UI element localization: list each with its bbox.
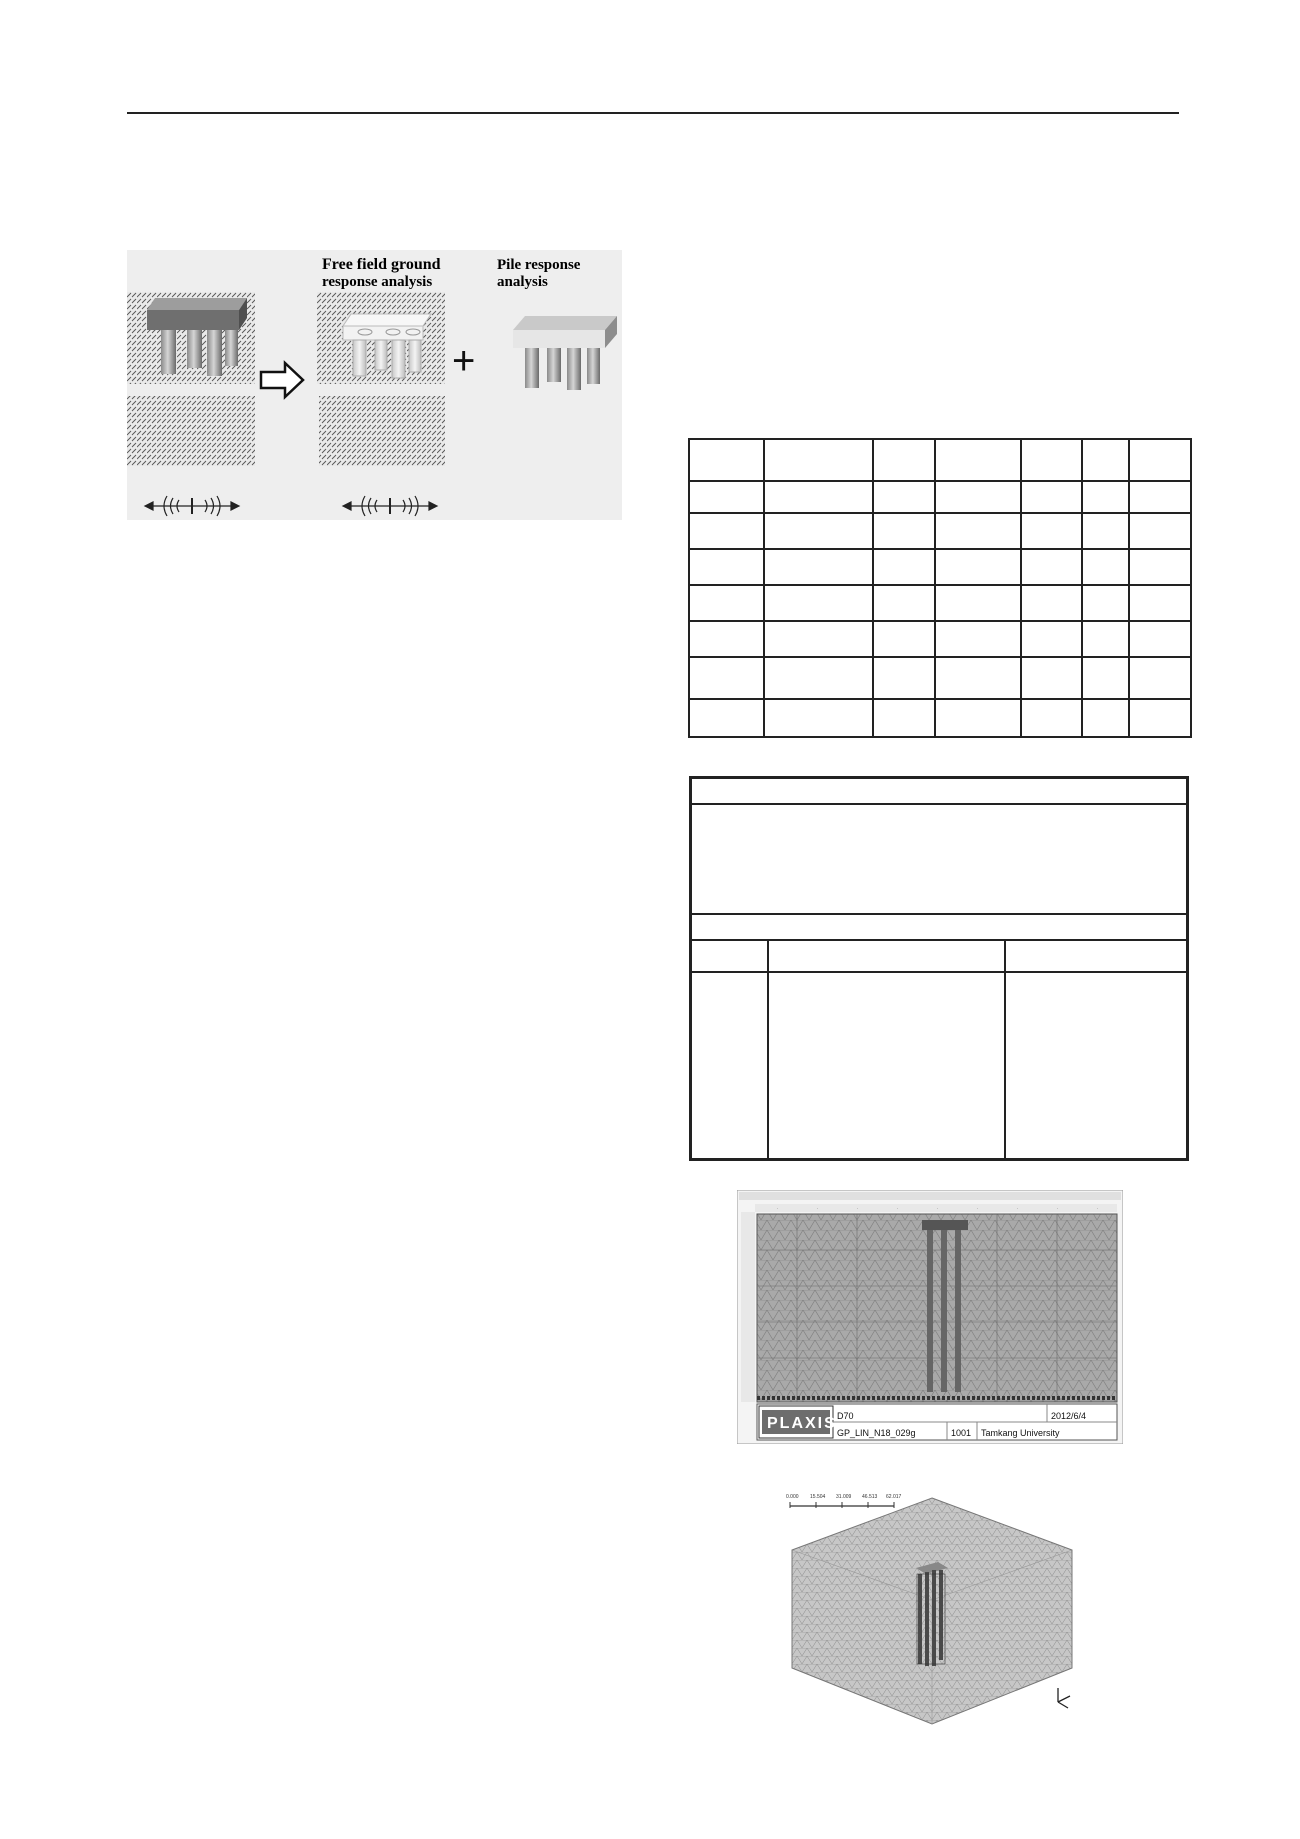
table-2	[689, 776, 1189, 1161]
step-number: 1001	[951, 1428, 972, 1438]
svg-text:·: ·	[937, 1206, 939, 1211]
table-row	[691, 972, 1188, 1160]
free-field-title-line2: response analysis	[322, 274, 433, 290]
table-row	[689, 699, 1191, 737]
svg-text:·: ·	[1057, 1206, 1059, 1211]
table-row	[691, 940, 1188, 972]
table-row	[691, 804, 1188, 914]
figure-3-3d-mesh	[782, 1488, 1082, 1728]
table-row	[689, 585, 1191, 621]
plaxis-logo: PLAXIS	[767, 1415, 837, 1432]
table-row	[689, 481, 1191, 513]
table-row	[689, 621, 1191, 657]
svg-text:·: ·	[817, 1206, 819, 1211]
svg-text:·: ·	[897, 1206, 899, 1211]
project-file: GP_LIN_N18_029g	[837, 1428, 916, 1438]
scale-label: 46.513	[862, 1494, 878, 1500]
svg-text:·: ·	[1097, 1206, 1099, 1211]
arrow-icon	[261, 363, 303, 397]
ground-shaking-icon-right	[343, 496, 437, 516]
pile-response-title-line1: Pile response	[497, 257, 581, 273]
table-row	[691, 914, 1188, 940]
mesh-3d	[782, 1488, 1082, 1728]
panel-pile-response	[513, 316, 617, 390]
svg-text:·: ·	[777, 1206, 779, 1211]
scale-bar	[786, 1494, 902, 1508]
model-name: D70	[837, 1411, 854, 1421]
scale-label: 62.017	[886, 1494, 902, 1500]
plaxis-info-box	[757, 1404, 1117, 1440]
table-row	[689, 549, 1191, 585]
ground-shaking-icon-left	[145, 496, 239, 516]
free-field-title-line1: Free field ground	[322, 256, 441, 273]
axis-triad-icon	[1058, 1688, 1070, 1708]
table-row	[689, 657, 1191, 699]
table-row	[691, 778, 1188, 804]
svg-text:·: ·	[1017, 1206, 1019, 1211]
figure-1-illustration	[127, 250, 622, 520]
scale-label: 0.000	[786, 1494, 799, 1500]
header-rule	[127, 112, 1179, 114]
pile-response-title-line2: analysis	[497, 274, 548, 290]
scale-label: 15.504	[810, 1494, 826, 1500]
figure-1-concept	[127, 250, 622, 520]
user-name: Tamkang University	[981, 1428, 1060, 1438]
plaxis-mesh-2d	[737, 1190, 1123, 1444]
table-1	[688, 438, 1192, 738]
table-row	[689, 439, 1191, 481]
figure-2-plaxis-2d-mesh	[737, 1190, 1123, 1444]
plus-sign: +	[452, 339, 476, 383]
scale-label: 31.009	[836, 1494, 852, 1500]
panel-soil-pile-system	[127, 292, 255, 466]
model-date: 2012/6/4	[1051, 1411, 1087, 1421]
svg-text:·: ·	[977, 1206, 979, 1211]
svg-text:·: ·	[857, 1206, 859, 1211]
panel-free-field	[317, 292, 445, 466]
table-row	[689, 513, 1191, 549]
